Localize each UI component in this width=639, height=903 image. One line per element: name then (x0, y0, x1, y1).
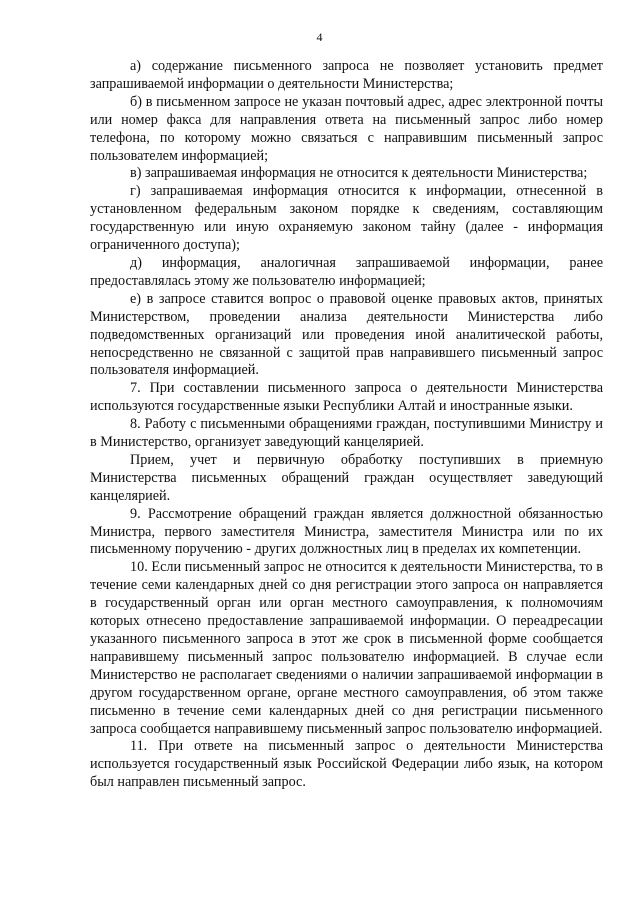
paragraph-8: 8. Работу с письменными обращениями граждан, поступившими Министру и в Министерство, организует заведующий канцелярией. (90, 416, 603, 451)
paragraph-8-reception: Прием, учет и первичную обработку поступивших в приемную Министерства письменных обращений граждан осуществляет заведующий канцелярией. (90, 451, 603, 504)
paragraph-item-b: б) в письменном запросе не указан почтовый адрес, адрес электронной почты или номер факса для направления ответа на письменный запрос либо номер телефона, по которому можно связаться с направившим письменный запрос пользователем информацией; (90, 93, 603, 164)
paragraph-item-g: г) запрашиваемая информация относится к информации, отнесенной в установленном федеральным законом порядке к сведениям, составляющим государственную или иную охраняемую законом тайну (далее - информация ограниченного доступа); (90, 183, 603, 254)
paragraph-item-d: д) информация, аналогичная запрашиваемой информации, ранее предоставлялась этому же пользователю информацией; (90, 254, 603, 289)
page-number: 4 (316, 30, 323, 44)
paragraph-item-a: а) содержание письменного запроса не позволяет установить предмет запрашиваемой информации о деятельности Министерства; (90, 58, 603, 92)
paragraph-item-v: в) запрашиваемая информация не относится к деятельности Министерства; (130, 165, 588, 182)
document-body (90, 58, 603, 792)
paragraph-10: 10. Если письменный запрос не относится к деятельности Министерства, то в течение семи календарных дней со дня регистрации этого запроса он направляется в государственный орган или орган местного самоуправления, к полномочиям которых отнесено предоставление запрашиваемой информации. О переадресации указанного письменного запроса в этот же срок в письменной форме сообщается направившему письменный запрос пользователю информацией. В случае если Министерство не располагает сведениями о наличии запрашиваемой информации в другом государственном органе, органе местного самоуправления, об этом также письменно в течение семи календарных дней со дня регистрации письменного запроса сообщается направившему письменный запрос пользователю информацией. (90, 559, 603, 737)
paragraph-11: 11. При ответе на письменный запрос о деятельности Министерства используется государственный язык Российской Федерации либо язык, на котором был направлен письменный запрос. (90, 738, 603, 791)
paragraph-item-e: е) в запросе ставится вопрос о правовой оценке правовых актов, принятых Министерством, проведении анализа деятельности Министерства либо подведомственных организаций или проведения иной аналитической работы, непосредственно не связанной с защитой прав направившего письменный запрос пользователя информацией. (90, 290, 603, 379)
paragraph-7: 7. При составлении письменного запроса о деятельности Министерства используются государственные языки Республики Алтай и иностранные языки. (90, 380, 603, 415)
paragraph-9: 9. Рассмотрение обращений граждан является должностной обязанностью Министра, первого заместителя Министра, заместителя Министра или по их письменному поручению - других должностных лиц в пределах их компетенции. (90, 505, 603, 558)
